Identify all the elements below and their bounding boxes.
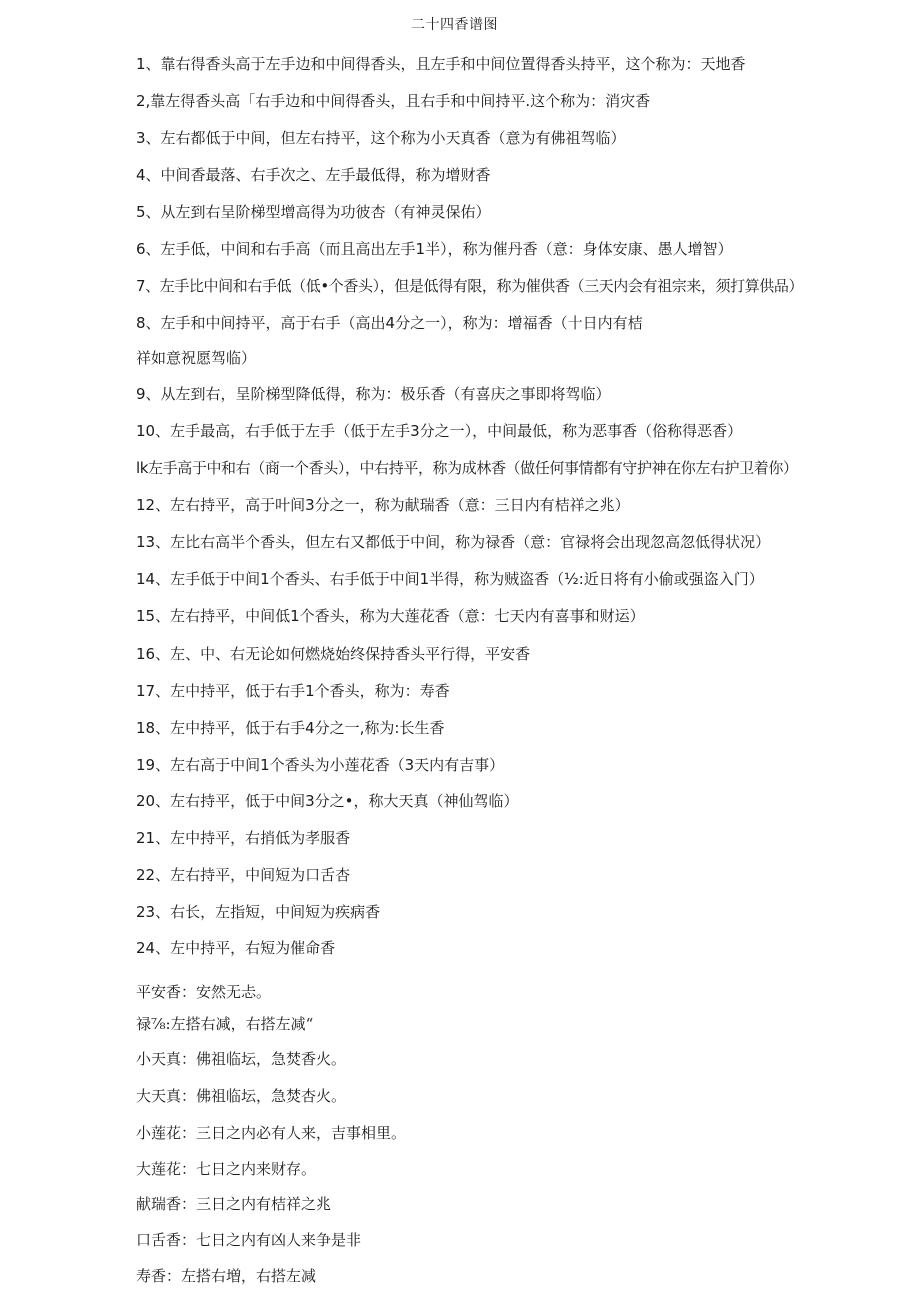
- list-item: 22、左右持平，中间短为口舌杏: [136, 866, 351, 884]
- list-item: 9、从左到右，呈阶梯型降低得，称为：极乐香（有喜庆之事即将驾临）: [136, 385, 611, 403]
- list-item: 8、左手和中间持平，高于右手（高出4分之一），称为：增福香（十日内有桔: [136, 314, 643, 332]
- list-item: 16、左、中、右无论如何燃烧始终保持香头平行得，平安香: [136, 645, 531, 663]
- list-item: 17、左中持平，低于右手1个香头，称为：寿香: [136, 682, 450, 700]
- list-item: 15、左右持平，中间低1个香头，称为大莲花香（意：七天内有喜事和财运）: [136, 607, 645, 625]
- note-item: 寿香：左搭右増，右搭左减: [136, 1267, 317, 1285]
- note-item: 大莲花：七日之内来财存。: [136, 1160, 317, 1178]
- note-item: 口舌香：七日之内有凶人来争是非: [136, 1231, 362, 1249]
- list-item: 5、从左到右呈阶梯型增高得为功彼杏（有神灵保佑）: [136, 203, 491, 221]
- note-item: 小莲花：三日之内必有人来，吉事相里。: [136, 1124, 407, 1142]
- note-item: 大天真：佛祖临坛，急焚杏火。: [136, 1087, 347, 1105]
- list-item: 10、左手最高，右手低于左手（低于左手3分之一），中间最低，称为恶事香（俗称得恶香）: [136, 422, 743, 440]
- list-item: 14、左手低于中间1个香头、右手低于中间1半得，称为贼盗香（½:近日将有小偷或强盗入门）: [136, 570, 764, 588]
- list-item: 13、左比右高半个香头，但左右又都低于中间，称为禄香（意：官禄将会出现忽高忽低得状况）: [136, 533, 771, 551]
- note-item: 平安香：安然无忐。: [136, 983, 272, 1001]
- list-item: lk左手高于中和右（商一个香头），中右持平，称为成林香（做任何事情都有守护神在你左右护卫着你）: [136, 459, 798, 477]
- note-item: 献瑞香：三日之内有桔祥之兆: [136, 1195, 332, 1213]
- list-item: 24、左中持平，右短为催命香: [136, 939, 336, 957]
- list-item: 1、靠右得香头高于左手边和中间得香头，且左手和中间位置得香头持平，这个称为：天地香: [136, 55, 746, 73]
- list-item: 12、左右持平，高于叶间3分之一，称为献瑞香（意：三日内有桔祥之兆）: [136, 496, 630, 514]
- list-item: 19、左右高于中间1个香头为小莲花香（3天内有吉事）: [136, 756, 505, 774]
- document-title: 二十四香谱图: [411, 17, 498, 33]
- list-item-continuation: 祥如意祝愿驾临）: [136, 349, 257, 367]
- list-item: 7、左手比中间和右手低（低•个香头），但是低得有限，称为催供香（三天内会有祖宗来，须打算供品）: [136, 277, 804, 295]
- list-item: 2,靠左得香头高「右手边和中间得香头，且右手和中间持平.这个称为：消灾香: [136, 92, 651, 110]
- list-item: 20、左右持平，低于中间3分之•，称大天真（神仙驾临）: [136, 792, 519, 810]
- list-item: 23、右长，左指短，中间短为疾病香: [136, 903, 381, 921]
- list-item: 3、左右都低于中间，但左右持平，这个称为小天真香（意为有佛祖驾临）: [136, 129, 626, 147]
- list-item: 21、左中持平，右捎低为孝服香: [136, 829, 351, 847]
- note-item: 小天真：佛祖临坛，急焚香火。: [136, 1050, 347, 1068]
- list-item: 6、左手低，中间和右手高（而且高出左手1半），称为催丹香（意：身体安康、愚人增智）: [136, 240, 733, 258]
- list-item: 4、中间香最落、右手次之、左手最低得，称为增财香: [136, 166, 491, 184]
- list-item: 18、左中持平，低于右手4分之一,称为:长生香: [136, 719, 445, 737]
- note-item: 禄⅞:左搭右减，右搭左减“: [136, 1015, 314, 1033]
